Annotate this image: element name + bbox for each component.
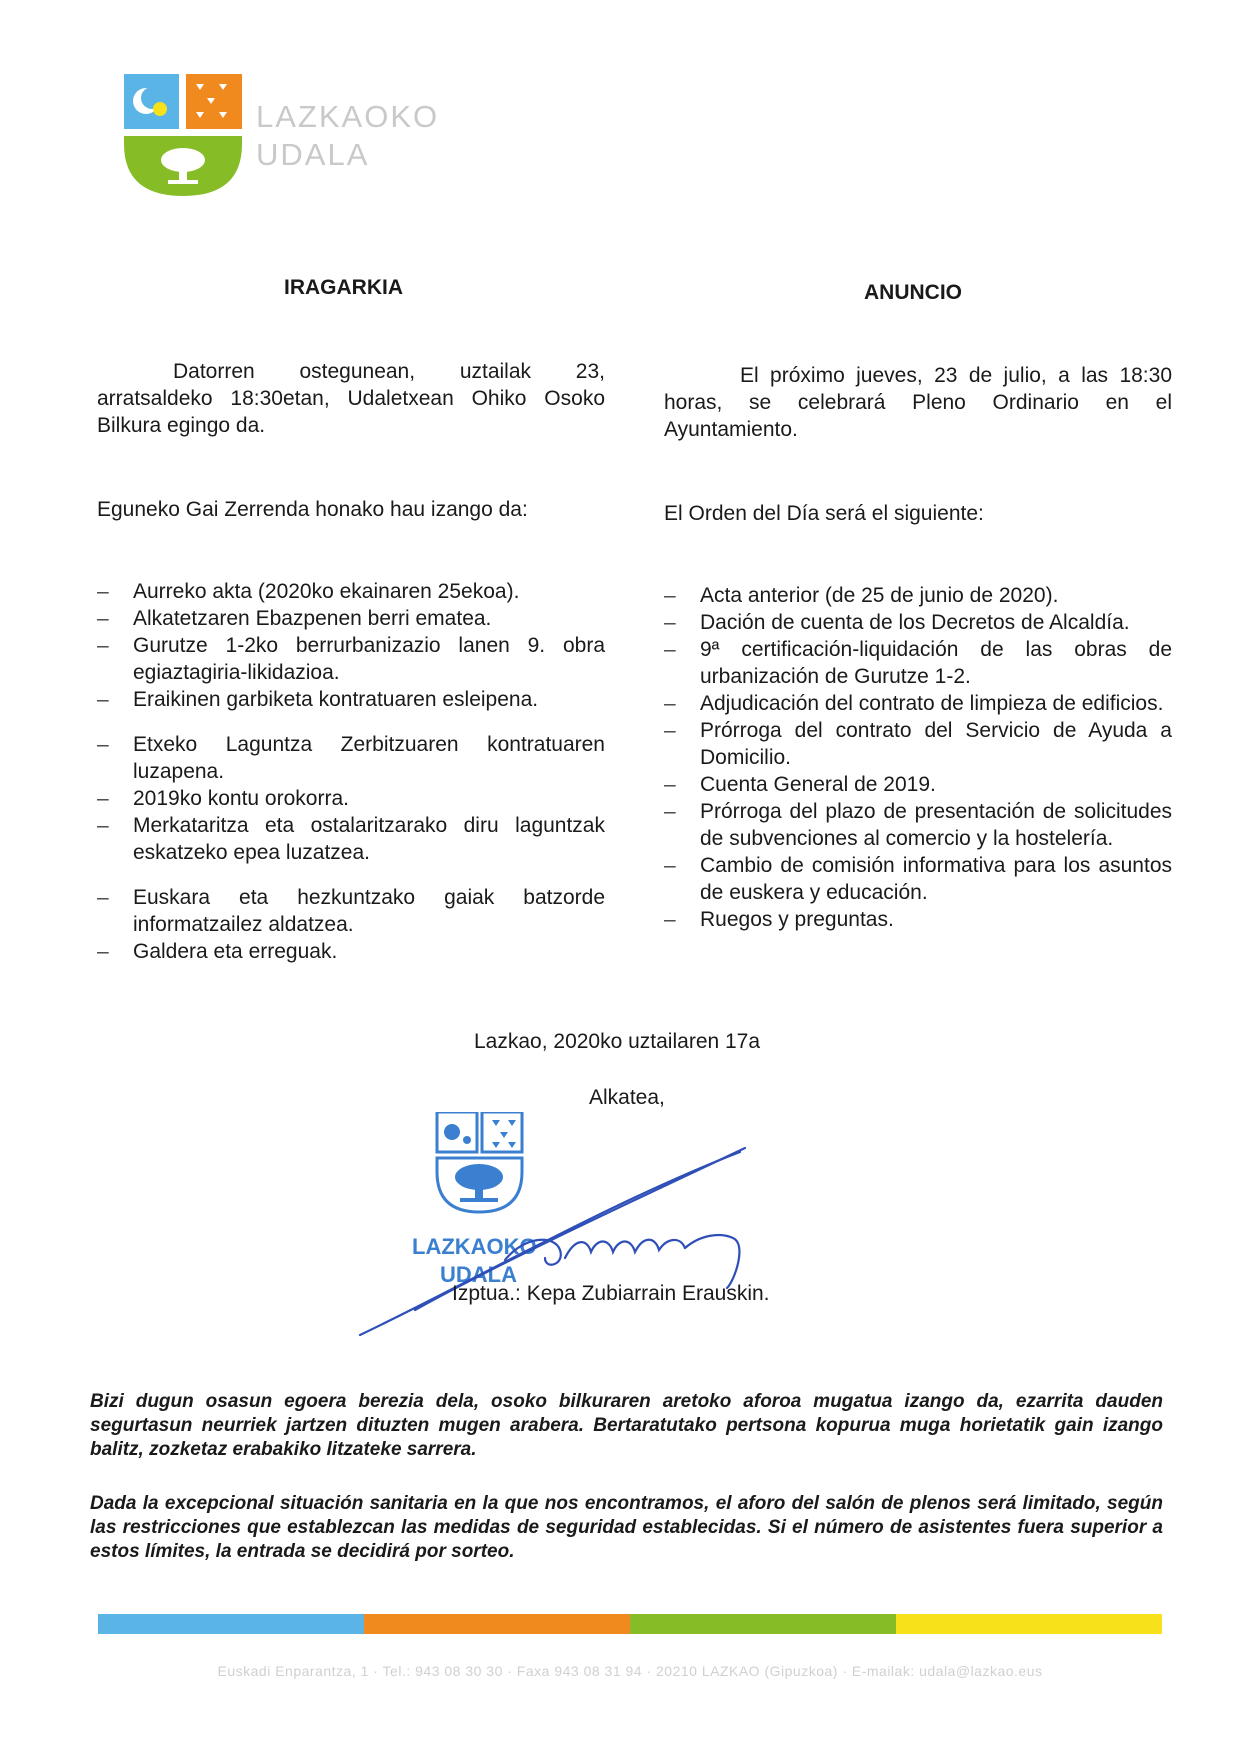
agenda-item: – Ruegos y preguntas. [664,906,1172,933]
signer-name: Izptua.: Kepa Zubiarrain Erauskin. [452,1282,770,1305]
agenda-item: – Gurutze 1-2ko berrurbanizazio lanen 9. obra egiaztagiria-likidazioa. [97,632,605,686]
agenda-heading-spanish: El Orden del Día será el siguiente: [664,502,984,525]
mayor-label: Alkatea, [589,1086,665,1109]
svg-text:LAZKAOKO: LAZKAOKO [412,1234,537,1259]
agenda-item: – Cuenta General de 2019. [664,771,1172,798]
municipality-name: LAZKAOKO UDALA [256,99,440,172]
svg-text:UDALA: UDALA [440,1262,517,1287]
intro-spanish: El próximo jueves, 23 de julio, a las 18:30 horas, se celebrará Pleno Ordinario en el Ayuntamiento. [664,364,1172,441]
municipality-logo-icon [124,74,242,196]
agenda-list-spanish [664,582,1172,933]
agenda-item: – Cambio de comisión informativa para los asuntos de euskera y educación. [664,852,1172,906]
agenda-item: – Prórroga del plazo de presentación de solicitudes de subvenciones al comercio y la hostelería. [664,798,1172,852]
agenda-item: – Euskara eta hezkuntzako gaiak batzorde informatzailez aldatzea. [97,884,605,938]
agenda-item: – Galdera eta erreguak. [97,938,605,965]
title-basque: IRAGARKIA [284,276,403,299]
notice-basque: Bizi dugun osasun egoera berezia dela, osoko bilkuraren aretoko aforoa mugatua izango da, ezarrita dauden segurtasun neurriek jartzen dituzten mugen arabera. Bertaratutako pertsona kopurua muga horietatik gain izango balitz, zozketaz erabakiko litzateke sarrera. [90,1391,1163,1460]
color-segment [630,1614,896,1634]
agenda-item: – 9ª certificación-liquidación de las obras de urbanización de Gurutze 1-2. [664,636,1172,690]
date-line: Lazkao, 2020ko uztailaren 17a [474,1030,761,1053]
color-segment [896,1614,1162,1634]
agenda-item: – Acta anterior (de 25 de junio de 2020). [664,582,1172,609]
agenda-item: – Prórroga del contrato del Servicio de Ayuda a Domicilio. [664,717,1172,771]
handwritten-signature-icon [355,1140,795,1340]
color-segment [364,1614,630,1634]
agenda-item: – Eraikinen garbiketa kontratuaren esleipena. [97,686,605,713]
agenda-list-basque [97,578,605,965]
footer-address: Euskadi Enparantza, 1 · Tel.: 943 08 30 30 · Faxa 943 08 31 94 · 20210 LAZKAO (Gipuzkoa) · E-mailak: udala@lazkao.eus [217,1663,1043,1679]
agenda-item: – Dación de cuenta de los Decretos de Alcaldía. [664,609,1172,636]
agenda-item: – Merkataritza eta ostalaritzarako diru laguntzak eskatzeko epea luzatzea. [97,812,605,866]
agenda-item: – Aurreko akta (2020ko ekainaren 25ekoa). [97,578,605,605]
title-spanish: ANUNCIO [864,281,962,304]
color-bar [98,1614,1162,1634]
agenda-heading-basque: Eguneko Gai Zerrenda honako hau izango da: [97,498,528,521]
agenda-item: – 2019ko kontu orokorra. [97,785,605,812]
notice-spanish: Dada la excepcional situación sanitaria en la que nos encontramos, el aforo del salón de plenos será limitado, según las restricciones que establezcan las medidas de seguridad establecidas. Si el número de asistentes fuera superior a estos límites, la entrada se decidirá por sorteo. [90,1493,1163,1562]
agenda-item: – Adjudicación del contrato de limpieza de edificios. [664,690,1172,717]
agenda-item: – Alkatetzaren Ebazpenen berri ematea. [97,605,605,632]
agenda-item: – Etxeko Laguntza Zerbitzuaren kontratuaren luzapena. [97,731,605,785]
color-segment [98,1614,364,1634]
intro-basque: Datorren ostegunean, uztailak 23, arratsaldeko 18:30etan, Udaletxean Ohiko Osoko Bilkura egingo da. [97,360,605,437]
